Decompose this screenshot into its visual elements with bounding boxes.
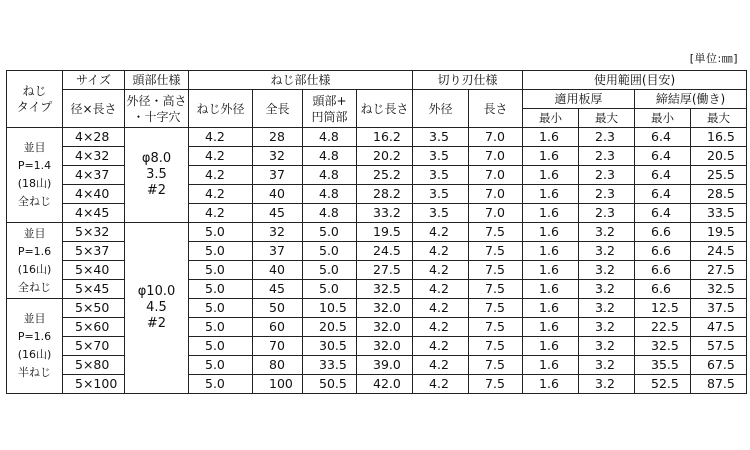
cell-thread-length: 32.0: [357, 299, 413, 318]
cell-head-cylinder: 4.8: [303, 147, 357, 166]
size-cell: 4×45: [63, 204, 125, 223]
cell-thread-od: 5.0: [189, 375, 253, 394]
cell-cut-length: 7.5: [469, 299, 523, 318]
size-cell: 5×32: [63, 223, 125, 242]
cell-clamp-max: 27.5: [691, 261, 747, 280]
cell-thread-length: 28.2: [357, 185, 413, 204]
type-line: P=1.6: [17, 330, 52, 343]
cell-clamp-max: 32.5: [691, 280, 747, 299]
header-head-group: 頭部仕様: [125, 71, 189, 90]
cell-cut-od: 4.2: [413, 318, 469, 337]
header-plate-min: 最小: [523, 109, 579, 128]
table-row: [7, 185, 747, 204]
table-row: [7, 128, 747, 147]
cell-clamp-min: 12.5: [635, 299, 691, 318]
head-spec-line: 4.5: [146, 300, 167, 315]
cell-thread-od: 5.0: [189, 280, 253, 299]
cell-thread-od: 5.0: [189, 299, 253, 318]
cell-total-length: 80: [253, 356, 303, 375]
cell-thread-od: 5.0: [189, 261, 253, 280]
cell-head-cylinder: 5.0: [303, 261, 357, 280]
cell-head-cylinder: 5.0: [303, 223, 357, 242]
cell-total-length: 32: [253, 147, 303, 166]
cell-plate-min: 1.6: [523, 337, 579, 356]
cell-thread-od: 4.2: [189, 147, 253, 166]
cell-cut-od: 4.2: [413, 337, 469, 356]
cell-head-cylinder: 20.5: [303, 318, 357, 337]
header-clamp-min: 最小: [635, 109, 691, 128]
cell-thread-od: 4.2: [189, 185, 253, 204]
cell-clamp-max: 33.5: [691, 204, 747, 223]
cell-thread-length: 27.5: [357, 261, 413, 280]
cell-plate-max: 3.2: [579, 280, 635, 299]
cell-clamp-min: 35.5: [635, 356, 691, 375]
size-cell: 5×70: [63, 337, 125, 356]
cell-clamp-min: 22.5: [635, 318, 691, 337]
head-spec-line: #2: [146, 183, 167, 198]
cell-clamp-min: 6.6: [635, 223, 691, 242]
cell-head-cylinder: 4.8: [303, 166, 357, 185]
type-line: P=1.6: [17, 244, 52, 258]
cell-plate-min: 1.6: [523, 166, 579, 185]
table-row: [7, 261, 747, 280]
cell-clamp-min: 6.6: [635, 280, 691, 299]
cell-total-length: 37: [253, 166, 303, 185]
cell-plate-min: 1.6: [523, 299, 579, 318]
cell-plate-min: 1.6: [523, 147, 579, 166]
cell-clamp-min: 6.6: [635, 242, 691, 261]
cell-plate-min: 1.6: [523, 318, 579, 337]
cell-plate-min: 1.6: [523, 185, 579, 204]
cell-cut-length: 7.5: [469, 280, 523, 299]
cell-clamp-min: 52.5: [635, 375, 691, 394]
cell-plate-min: 1.6: [523, 261, 579, 280]
table-row: [7, 223, 747, 242]
cell-cut-length: 7.5: [469, 356, 523, 375]
cell-total-length: 100: [253, 375, 303, 394]
cell-cut-length: 7.5: [469, 261, 523, 280]
cell-thread-length: 20.2: [357, 147, 413, 166]
cell-thread-od: 5.0: [189, 223, 253, 242]
header-type: ねじ タイプ: [7, 71, 63, 128]
type-cell: [7, 128, 63, 223]
cell-cut-od: 3.5: [413, 166, 469, 185]
cell-thread-length: 33.2: [357, 204, 413, 223]
cell-clamp-min: 6.4: [635, 147, 691, 166]
cell-total-length: 28: [253, 128, 303, 147]
cell-head-cylinder: 5.0: [303, 280, 357, 299]
cell-plate-max: 3.2: [579, 356, 635, 375]
table-row: [7, 147, 747, 166]
cell-head-cylinder: 5.0: [303, 242, 357, 261]
table-row: [7, 337, 747, 356]
cell-cut-length: 7.0: [469, 185, 523, 204]
cell-cut-od: 4.2: [413, 242, 469, 261]
header-range-group: 使用範囲(目安): [523, 71, 747, 90]
header-clamp-max: 最大: [691, 109, 747, 128]
cell-total-length: 32: [253, 223, 303, 242]
header-thread-group: ねじ部仕様: [189, 71, 413, 90]
screw-spec-table: [6, 70, 747, 394]
cell-cut-od: 4.2: [413, 261, 469, 280]
header-thread-length: ねじ長さ: [357, 90, 413, 128]
cell-cut-od: 4.2: [413, 299, 469, 318]
table-row: [7, 356, 747, 375]
type-line: (16山): [17, 262, 52, 276]
table-row: [7, 299, 747, 318]
cell-plate-max: 3.2: [579, 242, 635, 261]
cell-head-cylinder: 4.8: [303, 128, 357, 147]
size-cell: 5×100: [63, 375, 125, 394]
header-cut-od: 外径: [413, 90, 469, 128]
cell-head-cylinder: 4.8: [303, 185, 357, 204]
table-row: [7, 280, 747, 299]
type-line: (16山): [17, 348, 52, 361]
cell-cut-length: 7.5: [469, 242, 523, 261]
cell-clamp-max: 47.5: [691, 318, 747, 337]
cell-thread-od: 5.0: [189, 337, 253, 356]
cell-cut-od: 3.5: [413, 128, 469, 147]
cell-thread-length: 32.0: [357, 318, 413, 337]
cell-head-cylinder: 30.5: [303, 337, 357, 356]
cell-plate-max: 3.2: [579, 223, 635, 242]
size-cell: 5×50: [63, 299, 125, 318]
cell-cut-length: 7.0: [469, 147, 523, 166]
head-spec-cell: [125, 128, 189, 223]
cell-total-length: 50: [253, 299, 303, 318]
header-cut-length: 長さ: [469, 90, 523, 128]
type-line: 全ねじ: [18, 280, 51, 294]
cell-head-cylinder: 33.5: [303, 356, 357, 375]
cell-thread-od: 5.0: [189, 318, 253, 337]
cell-thread-od: 4.2: [189, 128, 253, 147]
size-cell: 5×37: [63, 242, 125, 261]
cell-thread-length: 16.2: [357, 128, 413, 147]
type-cell: [7, 299, 63, 394]
cell-thread-length: 32.0: [357, 337, 413, 356]
type-line: 並目: [23, 226, 46, 240]
header-head-cylinder: 頭部+ 円筒部: [303, 90, 357, 128]
cell-plate-max: 2.3: [579, 128, 635, 147]
cell-cut-od: 3.5: [413, 147, 469, 166]
size-cell: 5×40: [63, 261, 125, 280]
cell-cut-length: 7.0: [469, 128, 523, 147]
cell-cut-length: 7.0: [469, 166, 523, 185]
head-spec-line: φ10.0: [137, 284, 176, 299]
cell-plate-max: 3.2: [579, 375, 635, 394]
cell-clamp-max: 87.5: [691, 375, 747, 394]
cell-total-length: 40: [253, 185, 303, 204]
cell-clamp-max: 24.5: [691, 242, 747, 261]
cell-plate-min: 1.6: [523, 280, 579, 299]
cell-clamp-min: 6.6: [635, 261, 691, 280]
cell-cut-od: 4.2: [413, 375, 469, 394]
head-spec-cell: [125, 223, 189, 394]
header-plate-max: 最大: [579, 109, 635, 128]
cell-thread-length: 25.2: [357, 166, 413, 185]
cell-thread-od: 5.0: [189, 356, 253, 375]
head-spec-line: #2: [146, 316, 167, 331]
cell-clamp-max: 57.5: [691, 337, 747, 356]
size-cell: 4×40: [63, 185, 125, 204]
cell-cut-length: 7.5: [469, 375, 523, 394]
table-row: [7, 242, 747, 261]
cell-plate-max: 3.2: [579, 261, 635, 280]
size-cell: 4×37: [63, 166, 125, 185]
type-cell: [7, 223, 63, 299]
cell-clamp-min: 6.4: [635, 166, 691, 185]
table-row: [7, 166, 747, 185]
cell-total-length: 45: [253, 204, 303, 223]
cell-cut-od: 4.2: [413, 356, 469, 375]
header-size-group: サイズ: [63, 71, 125, 90]
table-row: [7, 204, 747, 223]
type-line: 全ねじ: [18, 195, 51, 208]
type-line: 並目: [23, 312, 46, 325]
header-total-length: 全長: [253, 90, 303, 128]
cell-plate-min: 1.6: [523, 128, 579, 147]
type-line: 半ねじ: [18, 366, 51, 379]
cell-cut-length: 7.5: [469, 318, 523, 337]
cell-cut-length: 7.5: [469, 337, 523, 356]
cell-total-length: 40: [253, 261, 303, 280]
header-thread-od: ねじ外径: [189, 90, 253, 128]
cell-clamp-max: 67.5: [691, 356, 747, 375]
cell-total-length: 37: [253, 242, 303, 261]
cell-clamp-min: 6.4: [635, 185, 691, 204]
cell-clamp-max: 20.5: [691, 147, 747, 166]
cell-plate-max: 3.2: [579, 318, 635, 337]
cell-thread-od: 4.2: [189, 204, 253, 223]
cell-head-cylinder: 10.5: [303, 299, 357, 318]
cell-plate-min: 1.6: [523, 223, 579, 242]
cell-thread-length: 19.5: [357, 223, 413, 242]
table-row: [7, 375, 747, 394]
cell-clamp-max: 28.5: [691, 185, 747, 204]
size-cell: 5×45: [63, 280, 125, 299]
cell-plate-max: 2.3: [579, 166, 635, 185]
table-row: [7, 318, 747, 337]
cell-thread-length: 42.0: [357, 375, 413, 394]
cell-thread-length: 24.5: [357, 242, 413, 261]
type-line: (18山): [17, 177, 52, 190]
cell-cut-od: 4.2: [413, 223, 469, 242]
cell-thread-od: 5.0: [189, 242, 253, 261]
size-cell: 5×60: [63, 318, 125, 337]
cell-plate-max: 3.2: [579, 337, 635, 356]
header-head: 外径・高さ ・十字穴: [125, 90, 189, 128]
head-spec-line: 3.5: [146, 167, 167, 182]
cell-clamp-min: 32.5: [635, 337, 691, 356]
cell-plate-max: 2.3: [579, 185, 635, 204]
cell-plate-min: 1.6: [523, 375, 579, 394]
unit-note: [単位:㎜]: [689, 52, 738, 65]
cell-clamp-max: 37.5: [691, 299, 747, 318]
header-plate: 適用板厚: [523, 90, 635, 109]
size-cell: 4×28: [63, 128, 125, 147]
head-spec-line: φ8.0: [141, 151, 172, 166]
cell-plate-max: 2.3: [579, 204, 635, 223]
cell-plate-min: 1.6: [523, 356, 579, 375]
header-clamp: 締結厚(働き): [635, 90, 747, 109]
cell-thread-od: 4.2: [189, 166, 253, 185]
cell-clamp-min: 6.4: [635, 204, 691, 223]
cell-total-length: 70: [253, 337, 303, 356]
cell-plate-min: 1.6: [523, 242, 579, 261]
cell-total-length: 45: [253, 280, 303, 299]
cell-head-cylinder: 50.5: [303, 375, 357, 394]
header-cut-group: 切り刃仕様: [413, 71, 523, 90]
cell-cut-od: 3.5: [413, 204, 469, 223]
cell-clamp-min: 6.4: [635, 128, 691, 147]
cell-plate-min: 1.6: [523, 204, 579, 223]
cell-total-length: 60: [253, 318, 303, 337]
cell-cut-od: 4.2: [413, 280, 469, 299]
cell-thread-length: 39.0: [357, 356, 413, 375]
cell-cut-length: 7.0: [469, 204, 523, 223]
cell-clamp-max: 16.5: [691, 128, 747, 147]
type-line: 並目: [23, 141, 46, 154]
size-cell: 4×32: [63, 147, 125, 166]
cell-plate-max: 2.3: [579, 147, 635, 166]
cell-clamp-max: 25.5: [691, 166, 747, 185]
header-size: 径×長さ: [63, 90, 125, 128]
cell-cut-length: 7.5: [469, 223, 523, 242]
cell-head-cylinder: 4.8: [303, 204, 357, 223]
cell-thread-length: 32.5: [357, 280, 413, 299]
size-cell: 5×80: [63, 356, 125, 375]
cell-cut-od: 3.5: [413, 185, 469, 204]
type-line: P=1.4: [17, 159, 52, 172]
cell-plate-max: 3.2: [579, 299, 635, 318]
cell-clamp-max: 19.5: [691, 223, 747, 242]
